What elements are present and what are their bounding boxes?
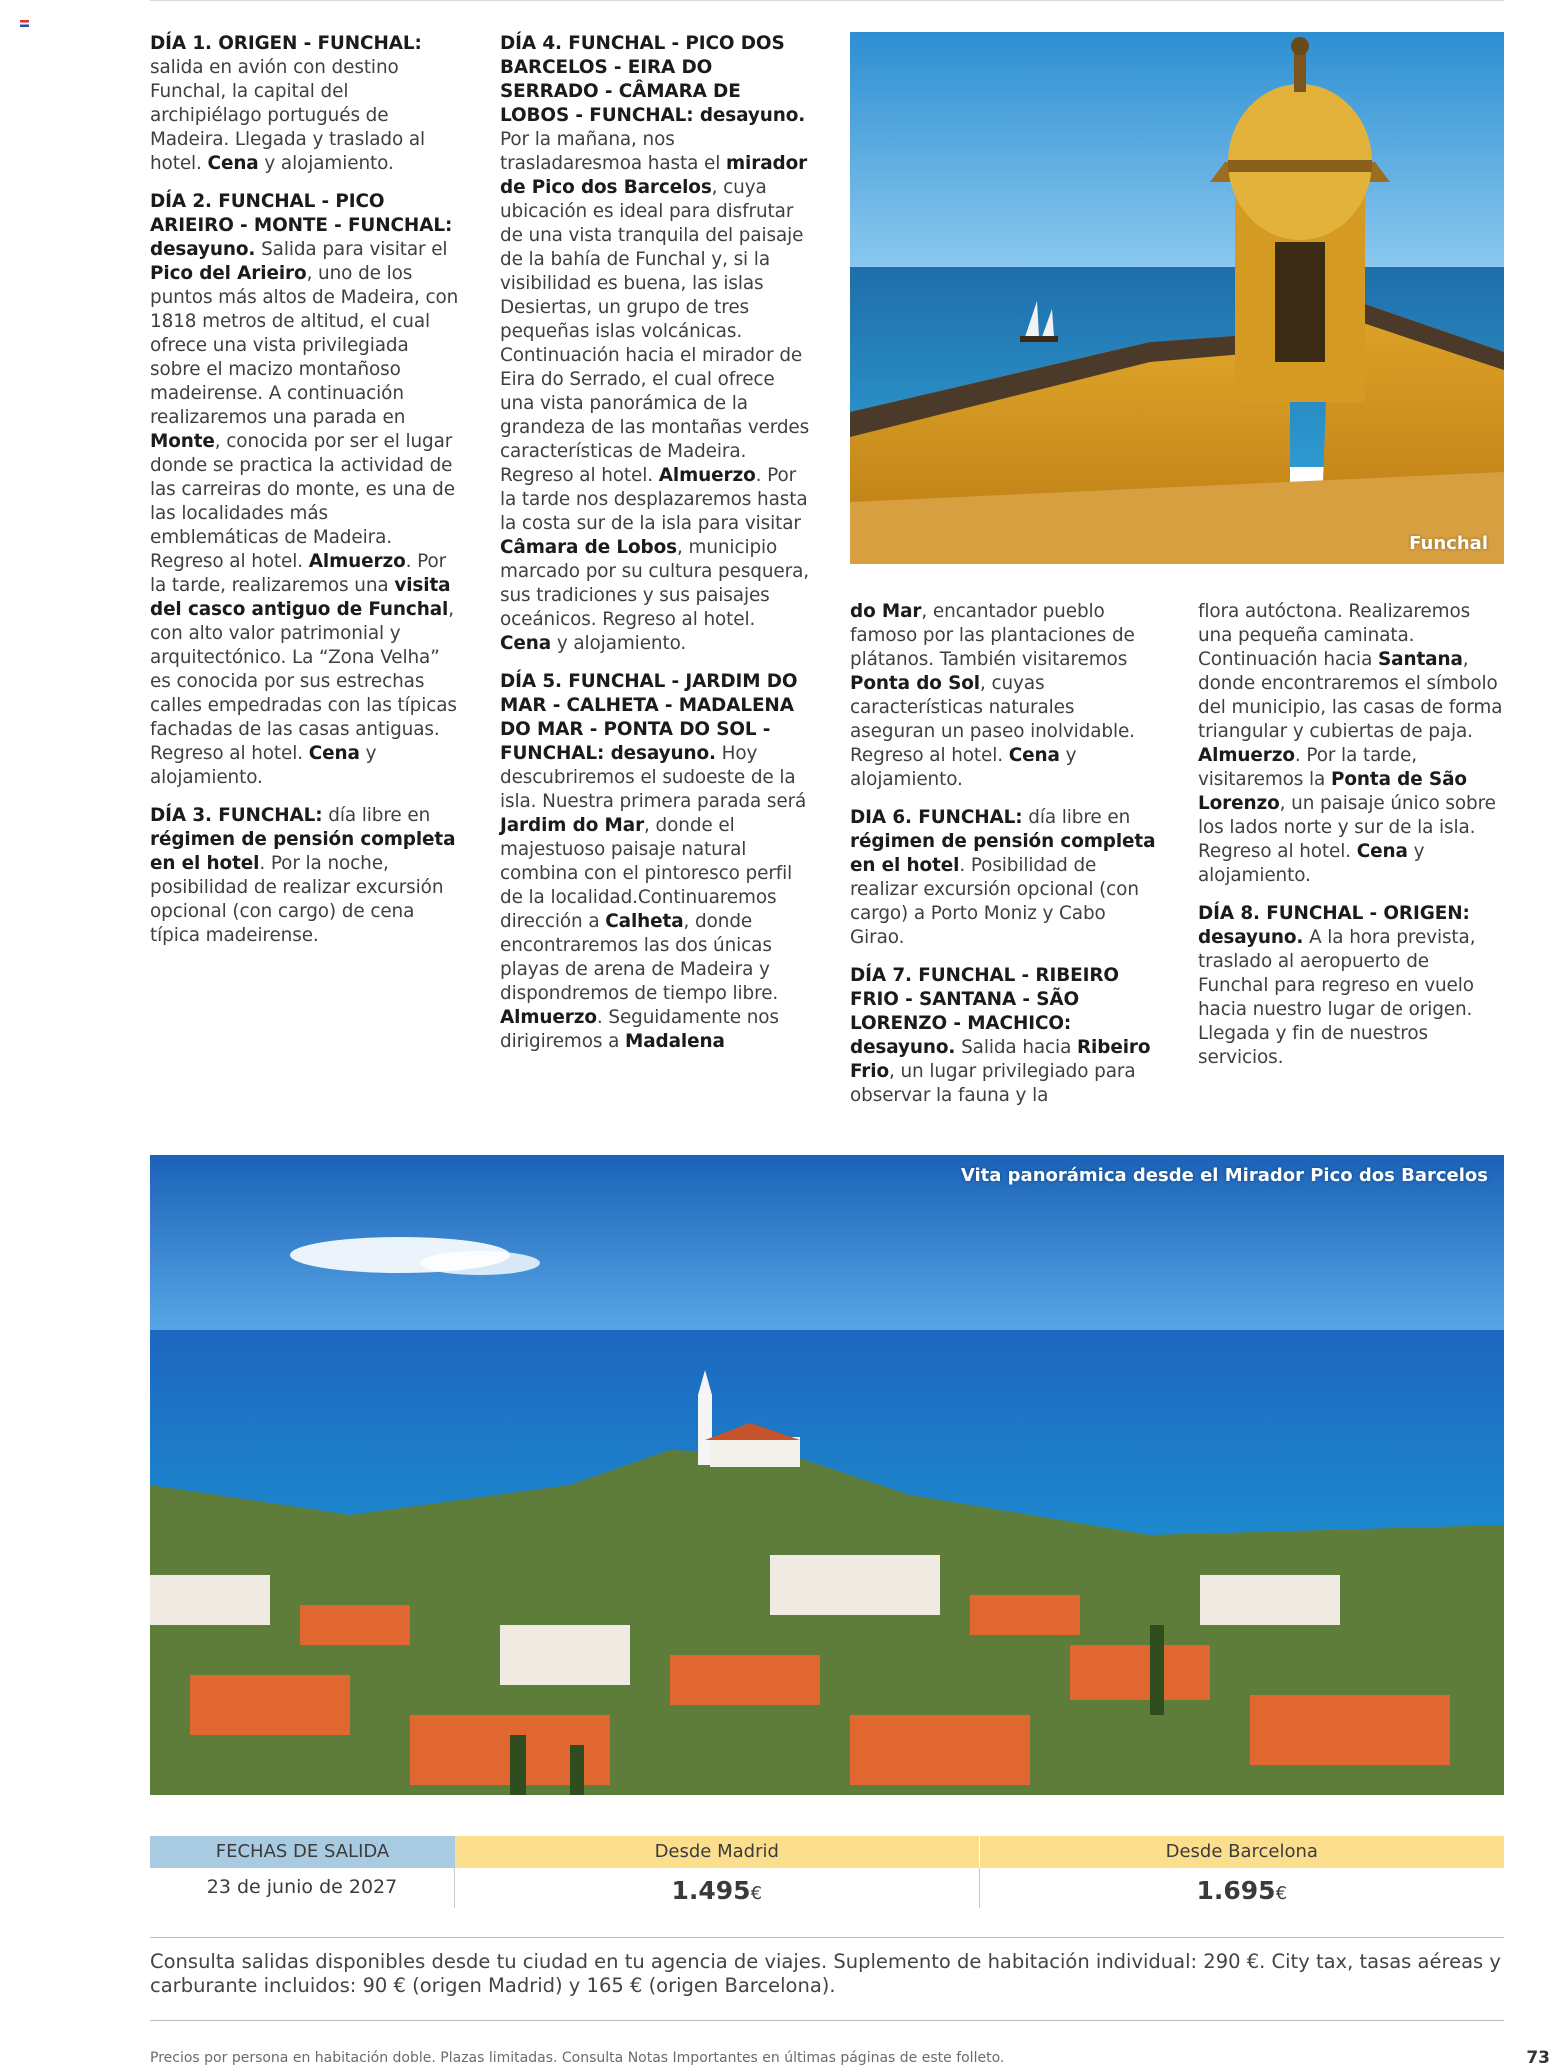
day-5-paragraph: DÍA 5. FUNCHAL - JARDIM DO MAR - CALHETA - MADALENA DO MAR - PONTA DO SOL - FUNCHAL: desayuno. Hoy descubriremos el sudoeste de la isla. Nuestra primera parada será Jardim do Mar, donde el majestuoso paisaje natural combina con el pintoresco perfil de la localidad.Continuaremos dirección a Calheta, donde encontraremos las dos únicas playas de arena de Madeira y dispondremos de tiempo libre. Almuerzo. Seguidamente nos dirigiremos a Madalena [500, 671, 807, 1052]
photo-caption: Funchal [1409, 533, 1488, 554]
barcelona-price: 1.695€ [1196, 1876, 1288, 1905]
dates-header: FECHAS DE SALIDA [150, 1836, 455, 1868]
day-8-paragraph: DÍA 8. FUNCHAL - ORIGEN: desayuno. A la hora prevista, traslado al aeropuerto de Funchal para regreso en vuelo hacia nuestro lugar de origen. Llegada y fin de nuestros servicios. [1198, 903, 1476, 1068]
day-6-paragraph: DIA 6. FUNCHAL: día libre en régimen de pensión completa en el hotel. Posibilidad de realizar excursión opcional (con cargo) a Porto Moniz y Cabo Girao. [850, 807, 1156, 948]
spain-flag-icon [20, 20, 29, 27]
panorama-caption: Vita panorámica desde el Mirador Pico dos Barcelos [960, 1165, 1488, 1186]
barcelona-header: Desde Barcelona [980, 1836, 1505, 1868]
footer-text: Precios por persona en habitación doble. Plazas limitadas. Consulta Notas Importantes en últimas páginas de este folleto. [150, 2050, 1005, 2066]
top-rule [150, 0, 1504, 1]
note-divider [150, 1937, 1504, 1938]
panorama-photo [150, 1155, 1504, 1795]
day-3-paragraph: DÍA 3. FUNCHAL: día libre en régimen de pensión completa en el hotel. Por la noche, posibilidad de realizar excursión opcional (con cargo) de cena típica madeirense. [150, 805, 456, 946]
funchal-watchtower-photo [850, 32, 1504, 564]
day-7-paragraph: DÍA 7. FUNCHAL - RIBEIRO FRIO - SANTANA - SÃO LORENZO - MACHICO: desayuno. Salida hacia Ribeiro Frio, un lugar privilegiado para observar la fauna y la [850, 965, 1151, 1106]
itinerary-column-2 [500, 32, 810, 1068]
day-7-continuation-paragraph: flora autóctona. Realizaremos una pequeña caminata. Continuación hacia Santana, donde encontraremos el símbolo del municipio, las casas de forma triangular y cubiertas de paja. Almuerzo. Por la tarde, visitaremos la Ponta de São Lorenzo, un paisaje único sobre los lados norte y sur de la isla. Regreso al hotel. Cena y alojamiento. [1198, 601, 1503, 886]
itinerary-column-1 [150, 32, 460, 962]
day-1-paragraph: DÍA 1. ORIGEN - FUNCHAL: salida en avión con destino Funchal, la capital del archipiélago portugués de Madeira. Llegada y traslado al hotel. Cena y alojamiento. [150, 33, 426, 174]
itinerary-column-4 [1198, 600, 1504, 1084]
madrid-price: 1.495€ [455, 1868, 980, 1908]
day-2-paragraph: DÍA 2. FUNCHAL - PICO ARIEIRO - MONTE - FUNCHAL: desayuno. Salida para visitar el Pico del Arieiro, uno de los puntos más altos de Madeira, con 1818 metros de altitud, el cual ofrece una vista privilegiada sobre el macizo montañoso madeirense. A continuación realizaremos una parada en Monte, conocida por ser el lugar donde se practica la actividad de las carreiras do monte, es una de las localidades más emblemáticas de Madeira. Regreso al hotel. Almuerzo. Por la tarde, realizaremos una visita del casco antiguo de Funchal, con alto valor patrimonial y arquitectónico. La “Zona Velha” es conocida por sus estrechas calles empedradas con las típicas fachadas de las casas antiguas. Regreso al hotel. Cena y alojamiento. [150, 191, 459, 788]
price-table-header-row [150, 1836, 1504, 1868]
page-number: 73 [1526, 2048, 1550, 2068]
conditions-note: Consulta salidas disponibles desde tu ciudad en tu agencia de viajes. Suplemento de habitación individual: 290 €. City tax, tasas aéreas y carburante incluidos: 90 € (origen Madrid) y 165 € (origen Barcelona). [150, 1950, 1501, 1997]
departure-date: 23 de junio de 2027 [150, 1868, 455, 1908]
day-5-continuation-paragraph: do Mar, encantador pueblo famoso por las plantaciones de plátanos. También visitaremos Ponta do Sol, cuyas características naturales aseguran un paseo inolvidable. Regreso al hotel. Cena y alojamiento. [850, 601, 1135, 790]
footer-divider [150, 2020, 1504, 2021]
price-table-row [150, 1868, 1504, 1908]
itinerary-column-3 [850, 600, 1160, 1122]
day-4-paragraph: DÍA 4. FUNCHAL - PICO DOS BARCELOS - EIRA DO SERRADO - CÂMARA DE LOBOS - FUNCHAL: desayuno. Por la mañana, nos trasladaresmoa hasta el mirador de Pico dos Barcelos, cuya ubicación es ideal para disfrutar de una vista tranquila del paisaje de la bahía de Funchal y, si la visibilidad es buena, las islas Desiertas, un grupo de tres pequeñas islas volcánicas. Continuación hacia el mirador de Eira do Serrado, el cual ofrece una vista panorámica de la grandeza de las montañas verdes características de Madeira. Regreso al hotel. Almuerzo. Por la tarde nos desplazaremos hasta la costa sur de la isla para visitar Câmara de Lobos, municipio marcado por su cultura pesquera, sus tradiciones y sus paisajes oceánicos. Regreso al hotel. Cena y alojamiento. [500, 33, 810, 654]
price-table [150, 1836, 1504, 1908]
madrid-header: Desde Madrid [455, 1836, 980, 1868]
